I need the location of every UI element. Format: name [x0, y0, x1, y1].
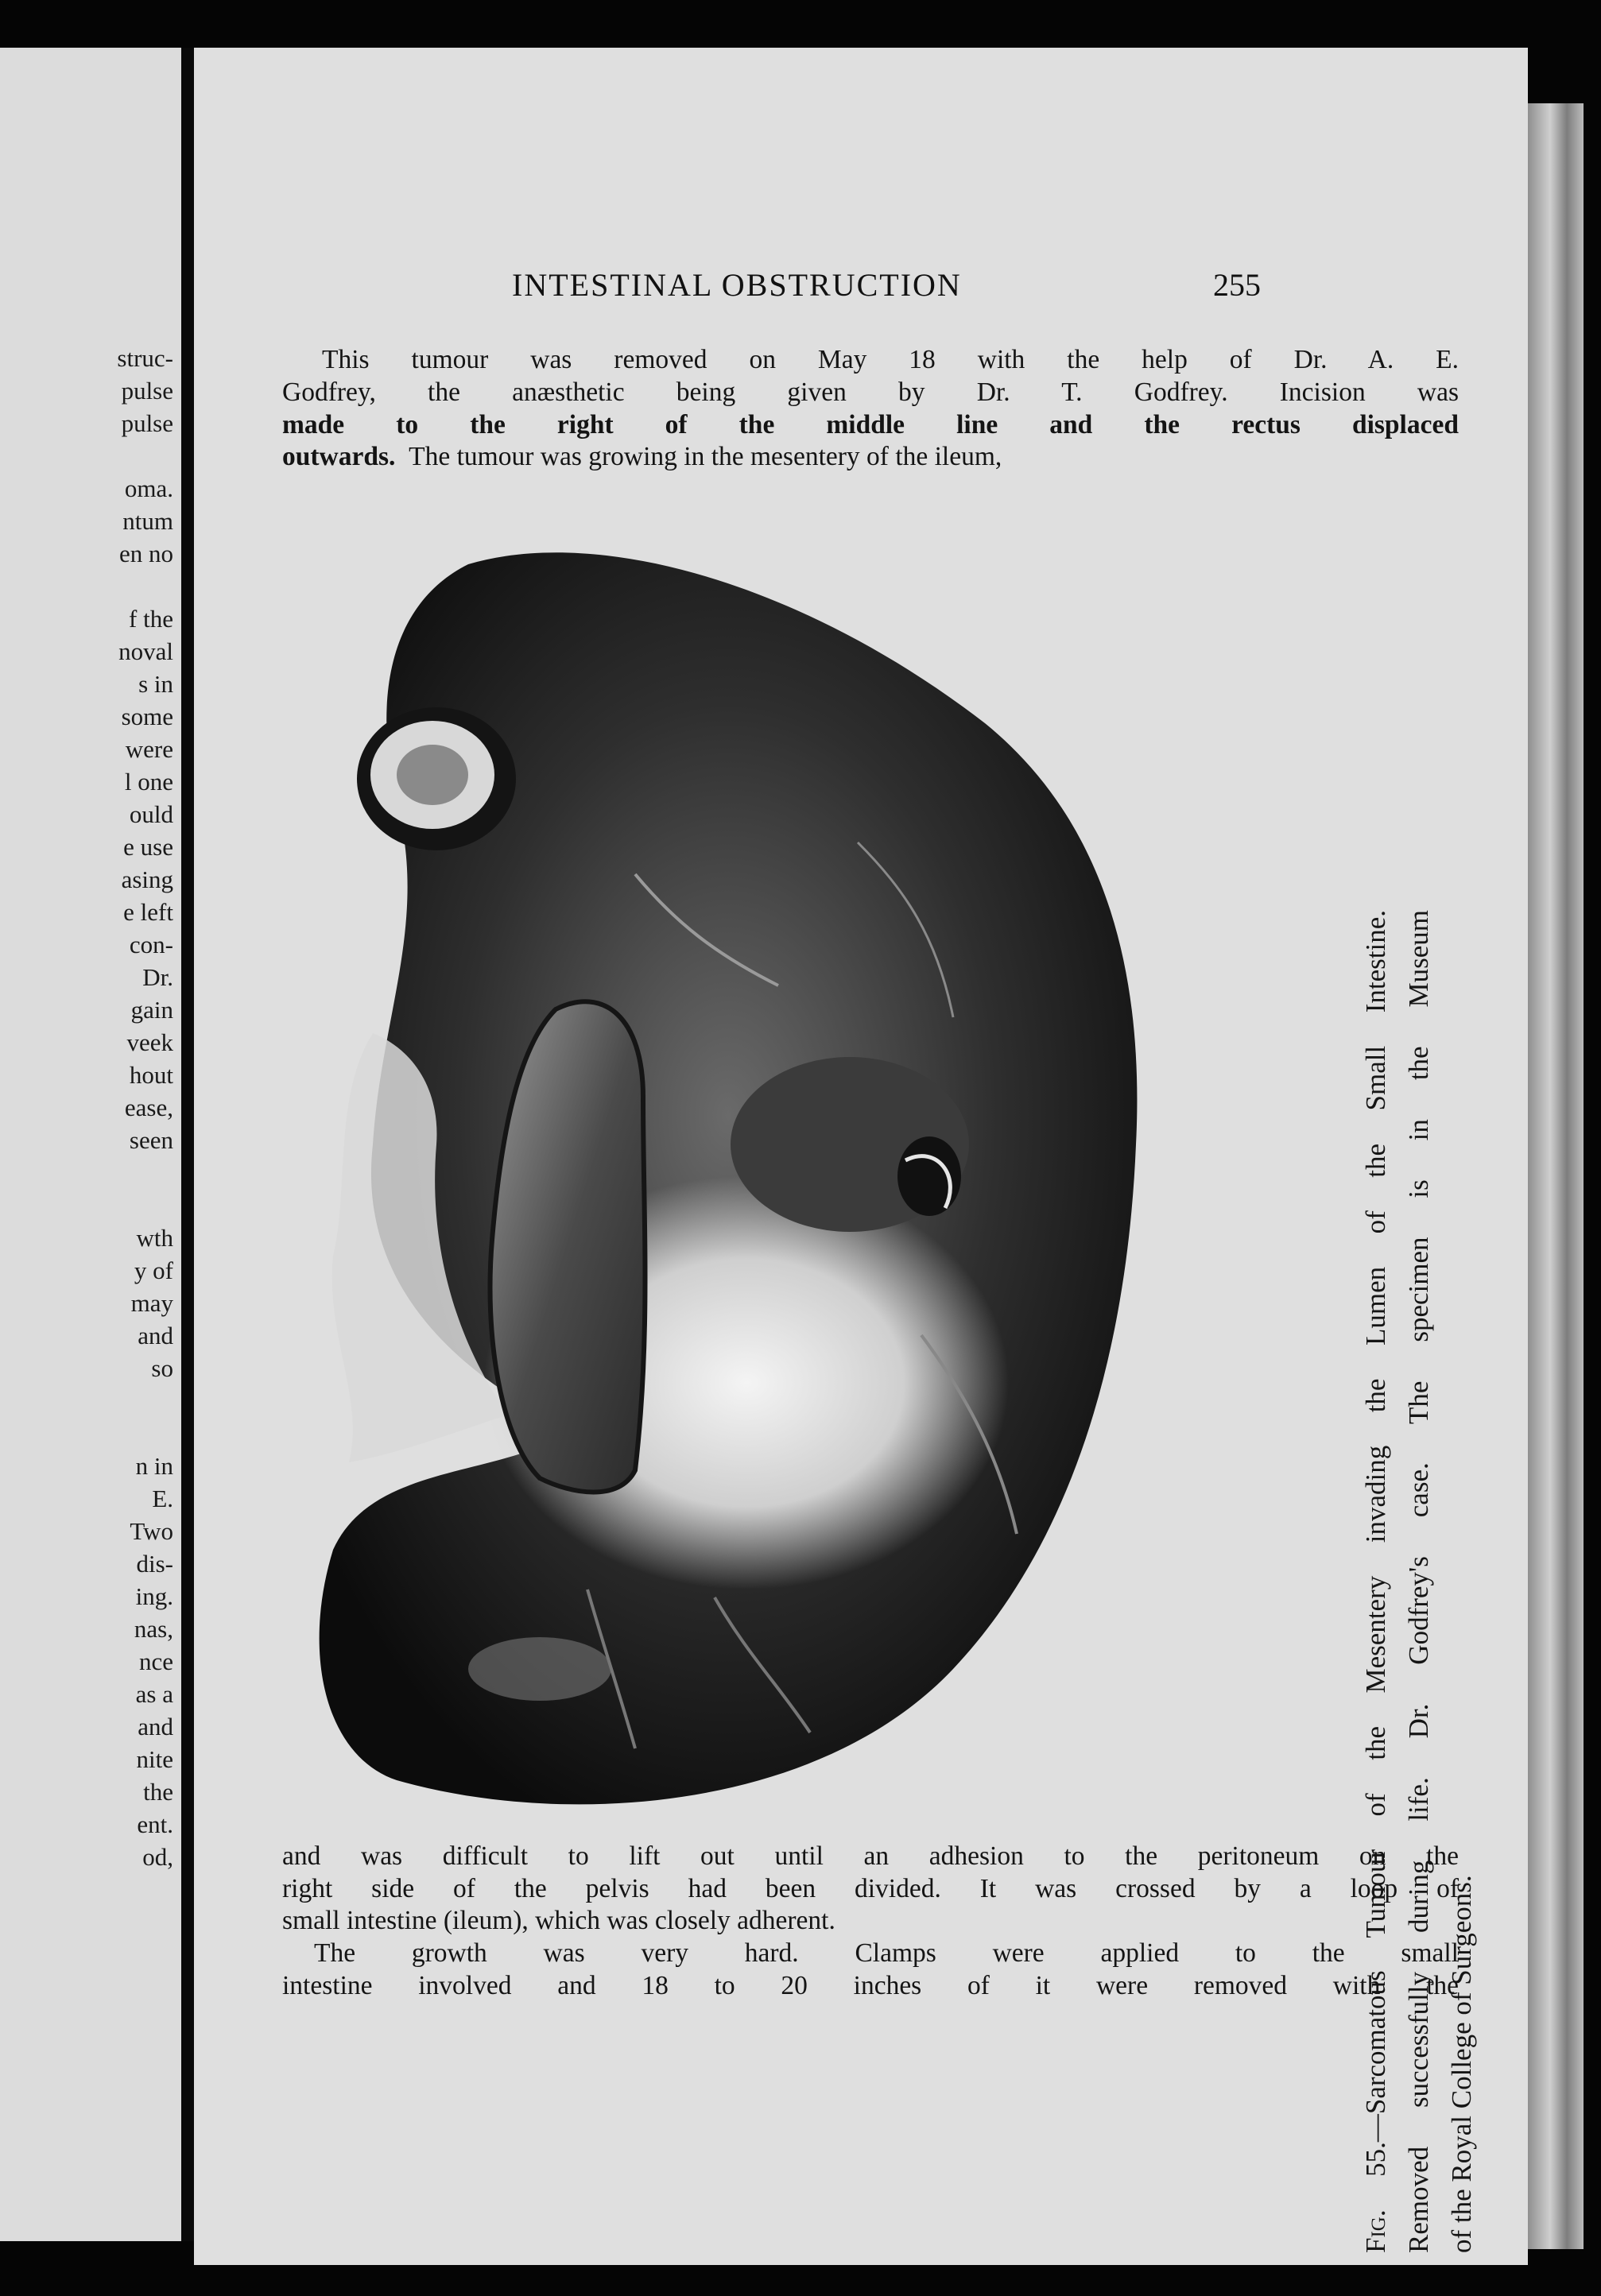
caption-line: of the Royal College of Surgeons.	[1446, 1875, 1477, 2253]
facing-page-line: pulse	[121, 409, 173, 437]
facing-page-line: en no	[118, 540, 173, 567]
paragraph-line-mixed	[282, 440, 1459, 473]
paragraph-line-bold: made to the right of the middle line and the rectus displaced	[282, 410, 1459, 439]
facing-page-line: asing	[121, 865, 173, 893]
facing-page-line: l one	[124, 768, 173, 796]
paragraph-line: The growth was very hard. Clamps were applied to the small	[314, 1938, 1459, 1968]
facing-page-line: veek	[126, 1028, 173, 1056]
facing-page-line: seen	[129, 1126, 173, 1154]
facing-page-line: ntum	[122, 507, 173, 535]
facing-page-line: dis-	[136, 1550, 173, 1578]
facing-page-line: as a	[135, 1680, 173, 1708]
caption-text: —Sarcomatous Tumour of the Mesentery invading the Lumen of the Small Intestine.	[1360, 910, 1391, 2143]
paragraph-line: intestine involved and 18 to 20 inches of it were removed with the	[282, 1971, 1459, 2000]
facing-page-line: Dr.	[142, 963, 173, 991]
paragraph-line: small intestine (ileum), which was closely adherent.	[282, 1906, 835, 1935]
facing-page-line: were	[125, 735, 173, 763]
facing-page-line: E.	[152, 1485, 173, 1512]
facing-page-line: ease,	[124, 1094, 173, 1121]
facing-page-line: the	[143, 1778, 173, 1806]
facing-page-line	[117, 1156, 173, 1189]
book-page	[194, 48, 1528, 2265]
book-gutter	[181, 48, 194, 2241]
facing-page-line: hout	[129, 1061, 173, 1089]
facing-page-line: gain	[130, 996, 173, 1024]
facing-page-line: e left	[123, 898, 173, 926]
facing-page-line: od,	[142, 1843, 173, 1871]
facing-page-line: e use	[123, 833, 173, 861]
paragraph-line: This tumour was removed on May 18 with the help of Dr. A. E.	[322, 345, 1459, 374]
specimen-illustration	[301, 540, 1335, 1844]
facing-page-line: ould	[129, 800, 173, 828]
facing-page-line: may	[130, 1289, 173, 1317]
facing-page-line: n in	[135, 1452, 173, 1480]
caption-line: Removed successfully during life. Dr. Godfrey's case. The specimen is in the Museum	[1403, 910, 1434, 2253]
paragraph-line: and was difficult to lift out until an adhesion to the peritoneum on the	[282, 1841, 1459, 1871]
facing-page-line: ent.	[137, 1810, 173, 1838]
facing-page-line	[117, 1384, 173, 1417]
figure-label: Fig. 55.	[1360, 2142, 1391, 2253]
page-edge	[1528, 103, 1584, 2249]
facing-page-text	[117, 342, 173, 1873]
text-fragment: The tumour was growing in the mesentery of the ileum,	[409, 442, 1002, 471]
facing-page-line: y of	[134, 1256, 173, 1284]
facing-page-line	[117, 570, 173, 602]
facing-page-line: nite	[136, 1745, 173, 1773]
facing-page-line: ing.	[135, 1582, 173, 1610]
facing-page-line: con-	[129, 931, 173, 958]
facing-page-line: struc-	[117, 344, 173, 372]
facing-page-line: Two	[130, 1517, 173, 1545]
facing-page-line: oma.	[124, 474, 173, 502]
facing-page-line: s in	[138, 670, 173, 698]
facing-page-line: some	[121, 703, 173, 730]
facing-page-line: wth	[136, 1224, 173, 1252]
facing-page	[0, 48, 181, 2241]
paragraph-line: right side of the pelvis had been divided. It was crossed by a loop of	[282, 1874, 1459, 1903]
facing-page-line	[117, 1189, 173, 1222]
running-head: INTESTINAL OBSTRUCTION	[512, 267, 962, 303]
bold-fragment: outwards.	[282, 442, 396, 471]
facing-page-line: nce	[138, 1647, 173, 1675]
paragraph-line: Godfrey, the anæsthetic being given by Dr. T. Godfrey. Incision was	[282, 378, 1459, 407]
facing-page-line: and	[138, 1713, 173, 1740]
facing-page-line: pulse	[121, 377, 173, 405]
facing-page-line	[117, 439, 173, 472]
facing-page-line: and	[138, 1322, 173, 1349]
facing-page-line: f the	[129, 605, 173, 633]
caption-line	[1355, 910, 1397, 2253]
facing-page-line: nas,	[134, 1615, 173, 1643]
page-number: 255	[1213, 267, 1261, 303]
facing-page-line: noval	[118, 637, 173, 665]
facing-page-line	[117, 1417, 173, 1450]
facing-page-line: so	[151, 1354, 173, 1382]
